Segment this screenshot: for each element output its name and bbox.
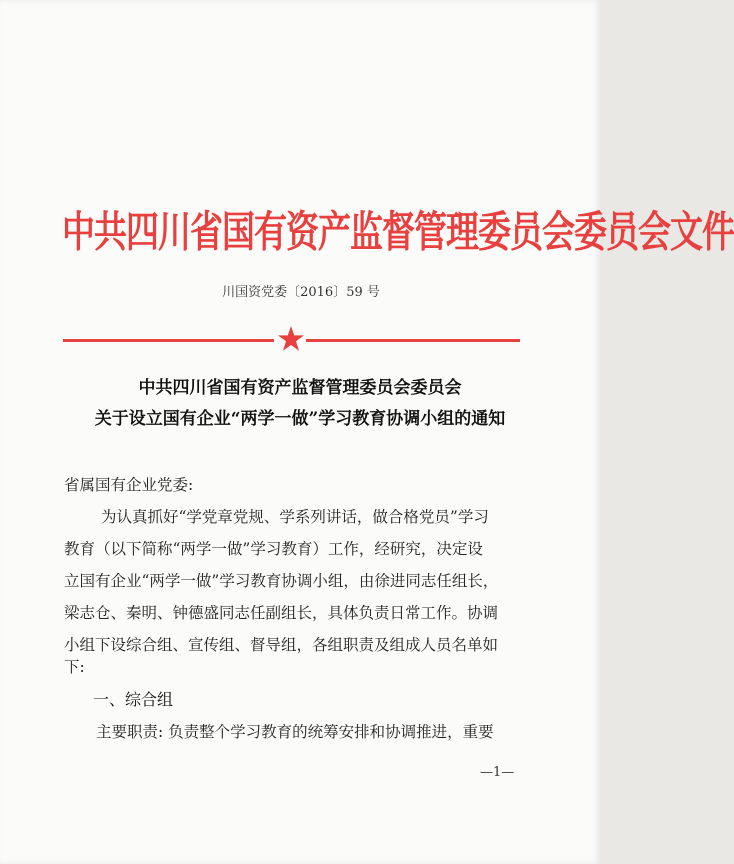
paragraph-line: 为认真抓好“学党章党规、学系列讲话，做合格党员”学习 (101, 508, 489, 526)
paragraph-line: 教育（以下简称“两学一做”学习教育）工作，经研究，决定设 (64, 540, 483, 558)
page-number: —1— (480, 765, 515, 780)
duties-line: 主要职责: 负责整个学习教育的统筹安排和协调推进，重要 (96, 723, 494, 741)
paragraph-line: 小组下设综合组、宣传组、督导组，各组职责及组成人员名单如 (64, 636, 499, 654)
section-heading-general-group: 一、综合组 (93, 690, 174, 709)
notice-title-line-2: 关于设立国有企业“两学一做”学习教育协调小组的通知 (94, 409, 506, 429)
paragraph-line: 下: (64, 658, 85, 676)
notice-title-line-1: 中共四川省国有资产监督管理委员会委员会 (138, 378, 462, 398)
red-star-icon (277, 325, 305, 353)
header-divider-right (306, 339, 520, 342)
document-number: 川国资党委〔2016〕59 号 (222, 285, 380, 300)
salutation: 省属国有企业党委: (64, 476, 194, 494)
issuer-header-title: 中共四川省国有资产监督管理委员会委员会文件 (62, 206, 734, 257)
paragraph-line: 梁志仓、秦明、钟德盛同志任副组长，具体负责日常工作。协调 (64, 604, 499, 622)
paragraph-line: 立国有企业“两学一做”学习教育协调小组，由徐进同志任组长， (64, 572, 499, 590)
header-divider-left (63, 339, 274, 342)
